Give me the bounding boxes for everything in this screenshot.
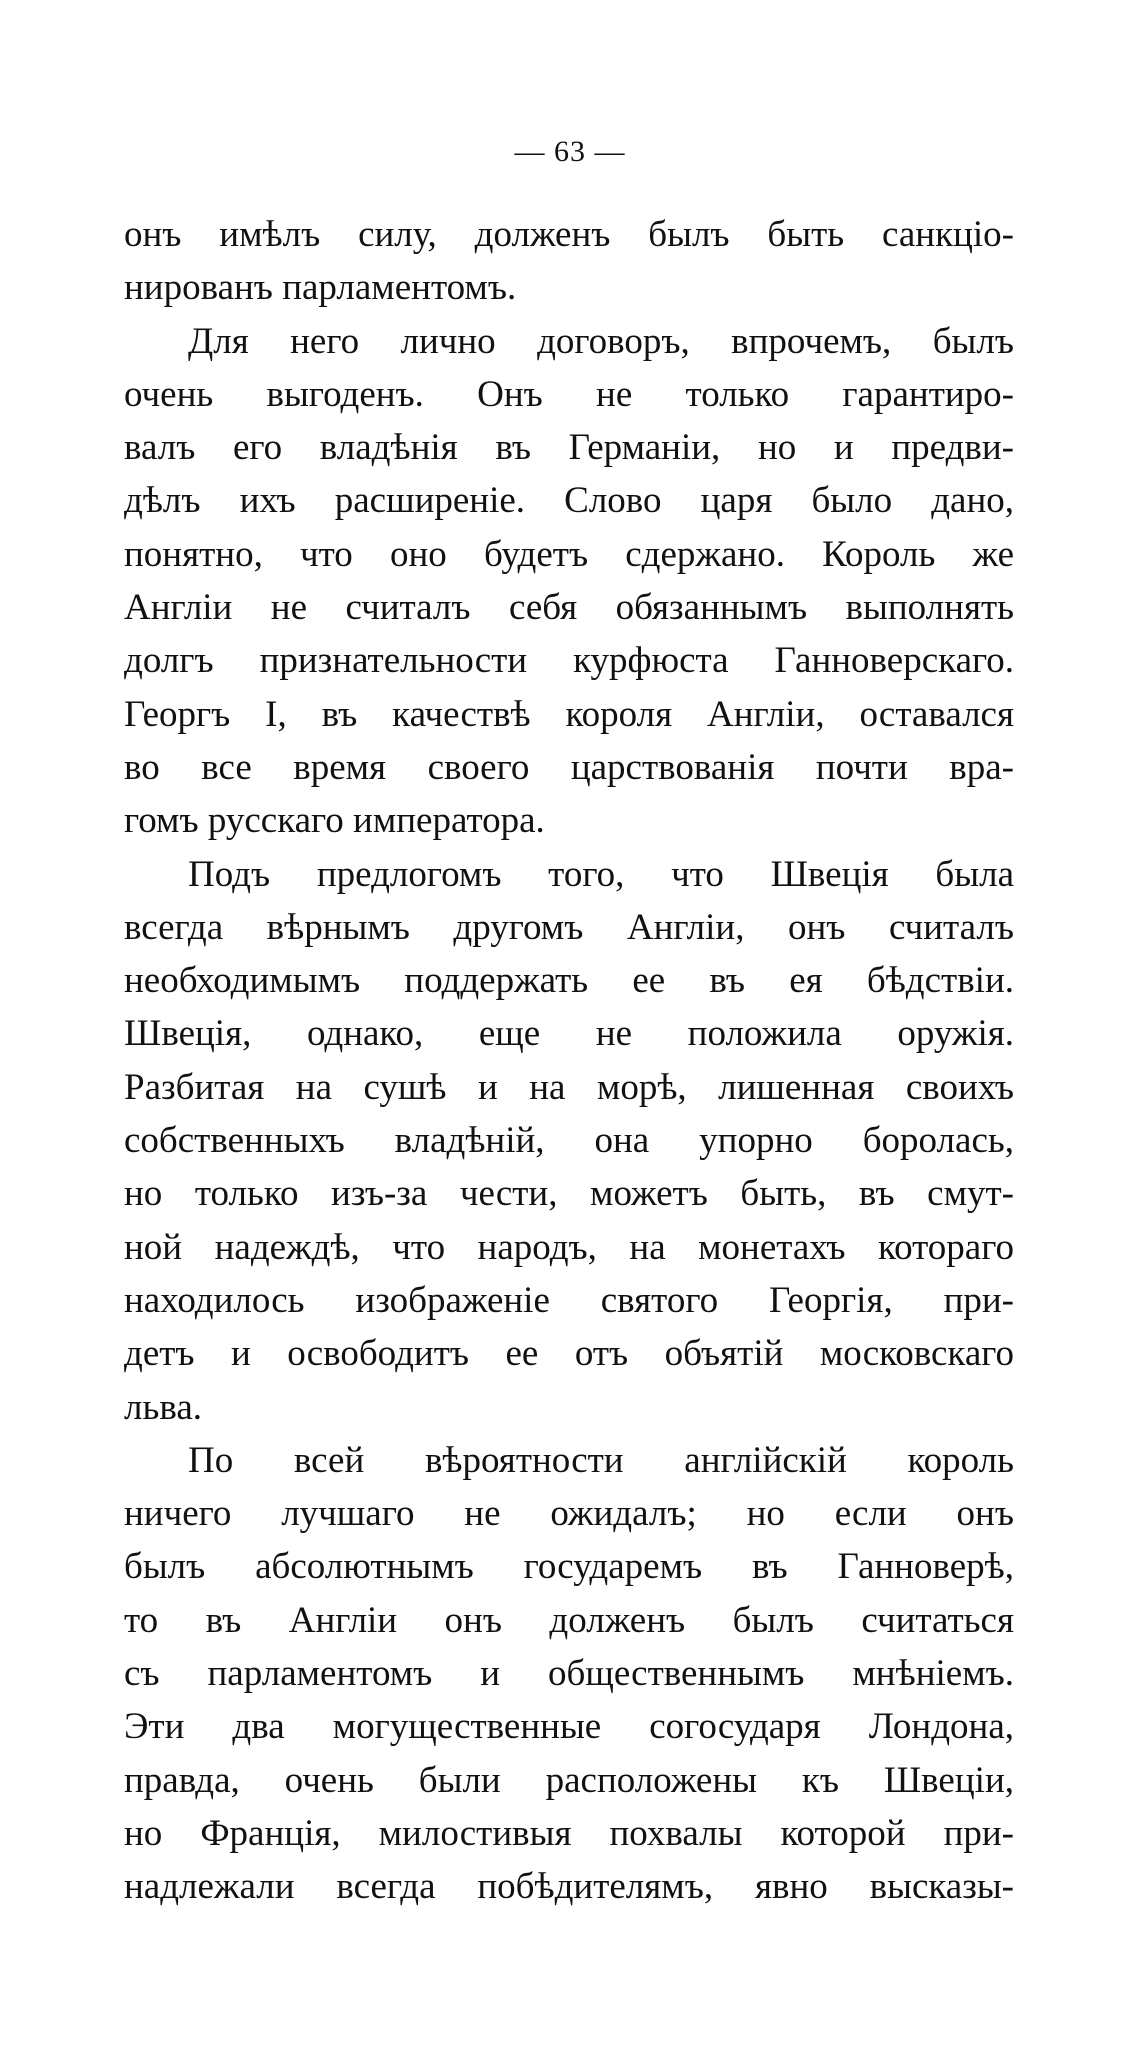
text-line: очень выгоденъ. Онъ не только гарантиро-: [124, 373, 1014, 415]
text-line: Георгъ I, въ качествѣ короля Англіи, оставался: [124, 693, 1014, 735]
text-line: но только изъ-за чести, можетъ быть, въ смут-: [124, 1173, 1014, 1215]
paragraph: [124, 848, 1014, 1434]
text-line: во все время своего царствованія почти вра-: [124, 746, 1014, 788]
text-line: нированъ парламентомъ.: [124, 267, 517, 309]
paragraph: [124, 208, 1014, 315]
text-line: ной надеждѣ, что народъ, на монетахъ котораго: [124, 1226, 1014, 1268]
text-line: надлежали всегда побѣдителямъ, явно высказы-: [124, 1866, 1014, 1908]
body-text: [124, 208, 1014, 1914]
text-line: дѣлъ ихъ расширеніе. Слово царя было дано,: [124, 480, 1014, 522]
text-line: Англіи не считалъ себя обязаннымъ выполнять: [124, 587, 1014, 629]
paragraph: [124, 1434, 1014, 1914]
text-line: но Франція, милостивыя похвалы которой при-: [124, 1812, 1014, 1854]
text-line: правда, очень были расположены къ Швеціи,: [124, 1759, 1014, 1801]
text-line: валъ его владѣнія въ Германіи, но и предви-: [124, 427, 1014, 469]
text-line: былъ абсолютнымъ государемъ въ Ганноверѣ,: [124, 1546, 1014, 1588]
text-line: всегда вѣрнымъ другомъ Англіи, онъ считалъ: [124, 906, 1014, 948]
text-line: съ парламентомъ и общественнымъ мнѣніемъ.: [124, 1653, 1014, 1695]
text-line: онъ имѣлъ силу, долженъ былъ быть санкціо-: [124, 214, 1014, 255]
text-line: собственныхъ владѣній, она упорно боролась,: [124, 1120, 1014, 1162]
page-number: — 63 —: [514, 135, 626, 168]
text-line: ничего лучшаго не ожидалъ; но если онъ: [124, 1493, 1014, 1535]
text-line: гомъ русскаго императора.: [124, 800, 545, 842]
text-line: необходимымъ поддержать ее въ ея бѣдствіи.: [124, 960, 1014, 1002]
text-line: Эти два могущественные согосударя Лондона,: [124, 1706, 1014, 1748]
text-line: Швеція, однако, еще не положила оружія.: [124, 1013, 1014, 1055]
text-line: льва.: [124, 1386, 202, 1428]
text-line: то въ Англіи онъ долженъ былъ считаться: [124, 1599, 1014, 1641]
text-line: детъ и освободитъ ее отъ объятій московскаго: [124, 1333, 1014, 1375]
text-line: По всей вѣроятности англійскій король: [188, 1439, 1014, 1481]
text-line: понятно, что оно будетъ сдержано. Король же: [124, 533, 1014, 575]
text-line: Для него лично договоръ, впрочемъ, былъ: [188, 320, 1014, 362]
text-line: Подъ предлогомъ того, что Швеція была: [188, 853, 1014, 895]
text-line: Разбитая на сушѣ и на морѣ, лишенная своихъ: [124, 1066, 1014, 1108]
text-line: долгъ признательности курфюста Ганноверскаго.: [124, 640, 1014, 682]
text-line: находилось изображеніе святого Георгія, при-: [124, 1279, 1014, 1321]
paragraph: [124, 315, 1014, 848]
